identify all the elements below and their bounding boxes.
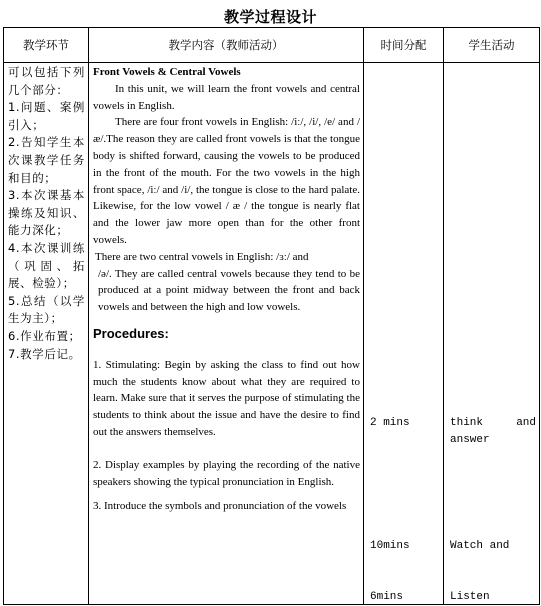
student-activity-2: Watch and (450, 540, 510, 552)
student-activity-3: Listen (450, 591, 490, 603)
teaching-stage-cell (4, 63, 89, 605)
header-time-allocation: 时间分配 (364, 28, 444, 63)
procedure-step-2: 2. Display examples by playing the recording of the native speakers showing the typical pronunciation in English. (93, 458, 360, 488)
procedures-title: Procedures: (93, 325, 169, 341)
procedure-step-1: 1. Stimulating: Begin by asking the class to find out how much the students know about what they are required to learn. Make sure that it serves the purpose of stimulating the students to think about the issue and have the desire to find out the answers themselves. (93, 358, 360, 438)
stage-item-7: 7.教学后记。 (8, 346, 81, 361)
student-activity-1-word-1: think (450, 417, 484, 429)
student-activity-1 (450, 415, 536, 432)
table-body-row (4, 63, 540, 605)
student-activity-1-word-2: and (516, 417, 536, 429)
stage-intro: 可以包括下列几个部分： (8, 65, 85, 97)
student-activity-1-line-2: answer (450, 434, 490, 446)
time-step-1: 2 mins (370, 417, 410, 429)
header-student-activity: 学生活动 (444, 28, 540, 63)
stage-item-2: 2.告知学生本次课教学任务和目的； (8, 135, 85, 185)
stage-item-1: 1.问题、案例引入； (8, 100, 85, 132)
time-step-3: 6mins (370, 591, 404, 603)
stage-item-5: 5.总结（以学生为主）； (8, 293, 85, 326)
stage-item-6: 6.作业布置； (8, 328, 81, 343)
central-vowels-line: There are two central vowels in English: /ɜː/ and (95, 250, 309, 263)
intro-paragraph: In this unit, we will learn the front vowels and central vowels in English. (93, 82, 360, 112)
front-vowels-paragraph: There are four front vowels in English: /iː/, /i/, /e/ and /æ/.The reason they are called front vowels is that the tongue body is shifted forward, causing the vowels to be produced in the front of the mouth. For the two vowels in the high front space, /iː/ and /i/, the tongue is close to the hard palate. Likewise, for the low vowel / æ / the tongue is nearly flat and the lower jaw more open than for the other front vowels. (93, 116, 360, 246)
section-title: Front Vowels & Central Vowels (93, 66, 241, 78)
time-step-2: 10mins (370, 540, 410, 552)
header-teaching-content: 教学内容（教师活动） (89, 28, 364, 63)
central-vowels-paragraph: /ə/. They are called central vowels because they tend to be produced at a point midway between the front and back vowels and between the high and low vowels. (98, 267, 360, 314)
page-title: 教学过程设计 (223, 8, 317, 26)
procedure-step-3: 3. Introduce the symbols and pronunciation of the vowels (93, 500, 347, 513)
table-header-row (4, 28, 540, 63)
lesson-plan-table (3, 27, 540, 605)
teaching-content-cell (89, 63, 364, 605)
stage-item-3: 3.本次课基本操练及知识、能力深化； (8, 188, 85, 238)
student-activity-cell (444, 63, 540, 605)
time-allocation-cell (364, 63, 444, 605)
header-teaching-stage: 教学环节 (4, 28, 89, 63)
stage-item-4: 4.本次课训练（巩固、拓展、检验）； (8, 240, 85, 291)
